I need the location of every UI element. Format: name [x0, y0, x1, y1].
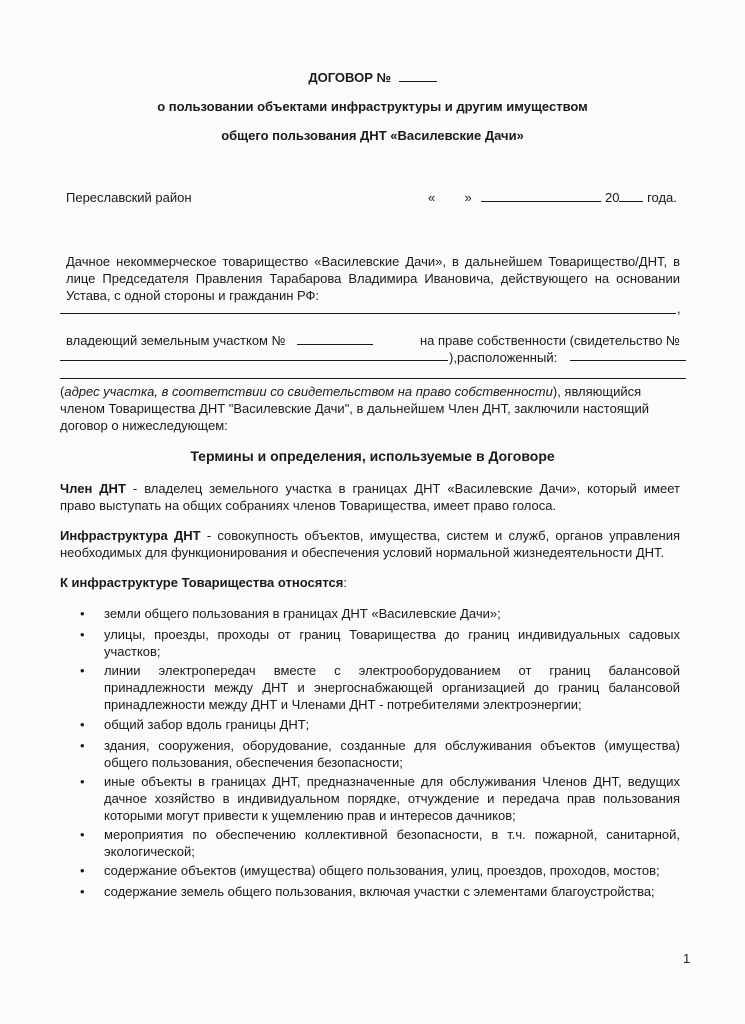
member-definition-line-1: Член ДНТ - владелец земельного участка в границах ДНТ «Василевские Дачи», который имеет: [60, 481, 680, 496]
infra-list-heading: К инфраструктуре Товарищества относятся:: [60, 575, 347, 590]
date-line: « » 20 года.: [428, 190, 677, 205]
address-blank: [60, 378, 686, 379]
bullet-icon: •: [80, 717, 85, 732]
list-item: мероприятия по обеспечению коллективной безопасности, в т.ч. пожарной, санитарной,: [104, 827, 680, 842]
infra-definition-line-2: необходимых для функционирования и обеспечения условий нормальной жизнедеятельности ДНТ.: [60, 545, 665, 560]
page-number: 1: [683, 951, 691, 966]
plot-number-blank: [297, 332, 373, 345]
list-item: экологической;: [104, 844, 195, 859]
owner-line: владеющий земельным участком № на праве собственности (свидетельство №: [66, 333, 680, 348]
contract-subtitle-2: общего пользования ДНТ «Василевские Дачи»: [221, 128, 524, 143]
bullet-icon: •: [80, 738, 85, 753]
parties-line-2: лице Председателя Правления Тарабарова Владимира Ивановича, действующего на основании: [66, 271, 680, 286]
list-item: иные объекты в границах ДНТ, предназначенные для обслуживания Членов ДНТ, ведущих: [104, 774, 680, 789]
list-item: линии электропередач вместе с электрооборудованием от границ балансовой: [104, 663, 680, 678]
list-item: принадлежности между ДНТ и энергоснабжающей организацией до границ балансовой: [104, 680, 680, 695]
contract-title: ДОГОВОР №: [0, 69, 745, 86]
agree-line: договор о нижеследующем:: [60, 418, 228, 433]
list-item: содержание объектов (имущества) общего пользования, улиц, проездов, проходов, мостов;: [104, 863, 660, 878]
bullet-icon: •: [80, 663, 85, 678]
bullet-icon: •: [80, 863, 85, 878]
member-definition-line-2: право выступать на общих собраниях членов Товарищества, имеет право голоса.: [60, 498, 557, 513]
list-item: дачное хозяйство в индивидуальном порядке, отчуждение и передача прав пользования: [104, 791, 680, 806]
date-year-blank: [619, 189, 643, 202]
parties-line-3: Устава, с одной стороны и гражданин РФ:: [66, 288, 320, 303]
list-item: которыми могут привести к ущемлению прав и интересов дачников;: [104, 808, 516, 823]
date-month-blank: [481, 189, 601, 202]
list-item: здания, сооружения, оборудование, созданные для обслуживания объектов (имущества): [104, 738, 680, 753]
infra-definition-line-1: Инфраструктура ДНТ - совокупность объектов, имущества, систем и служб, органов управления: [60, 528, 680, 543]
contract-number-blank: [399, 69, 437, 82]
bullet-icon: •: [80, 827, 85, 842]
list-item: принадлежности между ДНТ и Членами ДНТ - потребителями электроэнергии;: [104, 697, 582, 712]
place-label: Переславский район: [66, 190, 192, 205]
terms-heading: Термины и определения, используемые в Договоре: [190, 448, 555, 464]
bullet-icon: •: [80, 774, 85, 789]
list-item: улицы, проезды, проходы от границ Товарищества до границ индивидуальных садовых: [104, 627, 680, 642]
certificate-number-blank: [60, 360, 448, 361]
located-label: ),расположенный:: [449, 350, 558, 365]
bullet-icon: •: [80, 627, 85, 642]
contract-subtitle-1: о пользовании объектами инфраструктуры и другим имуществом: [157, 99, 588, 114]
bullet-icon: •: [80, 884, 85, 899]
bullet-icon: •: [80, 606, 85, 621]
list-item: участков;: [104, 644, 161, 659]
list-item: общего пользования, обеспечения безопасности;: [104, 755, 403, 770]
location-blank: [570, 360, 686, 361]
address-note-line: (адрес участка, в соответствии со свидетельством на право собственности), являющийся: [60, 384, 642, 399]
comma: ,: [677, 301, 681, 316]
member-line: членом Товарищества ДНТ "Василевские Дачи", в дальнейшем Член ДНТ, заключили настоящий: [60, 401, 650, 416]
list-item: общий забор вдоль границы ДНТ;: [104, 717, 310, 732]
list-item: земли общего пользования в границах ДНТ «Василевские Дачи»;: [104, 606, 501, 621]
citizen-name-blank: [60, 313, 676, 314]
parties-line-1: Дачное некоммерческое товарищество «Василевские Дачи», в дальнейшем Товарищество/ДНТ, в: [66, 254, 680, 269]
list-item: содержание земель общего пользования, включая участки с элементами благоустройства;: [104, 884, 655, 899]
